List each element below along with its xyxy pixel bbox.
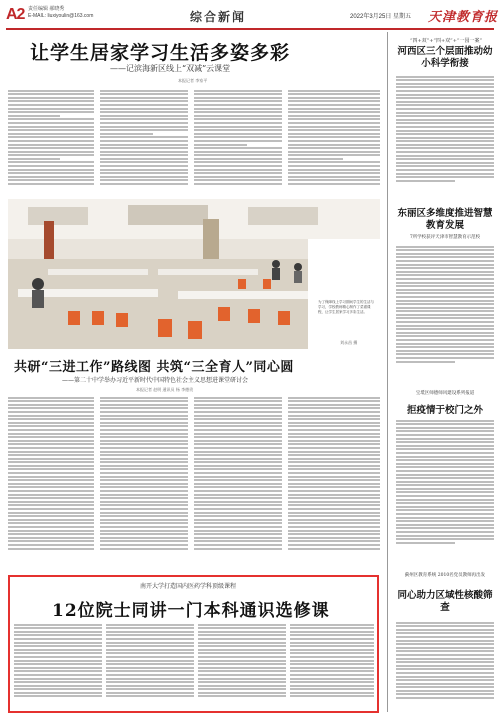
editor-email: E-MAIL: liuxiyoulin@163.com: [28, 13, 94, 19]
right-article4-headline: 同心助力区域性核酸筛查: [397, 590, 493, 613]
cafeteria-photo-illustration: [8, 199, 380, 349]
featured-article-kicker: 南开大学打造国内医药学科顶级课程: [140, 583, 237, 590]
right-article3-headline: 拒疫情于校门之外: [406, 405, 483, 416]
lead-body-col3: [194, 88, 282, 196]
issue-date: 2022年3月25日 星期五: [350, 14, 412, 20]
right-article2-headline: 东丽区多维度推进智慧教育发展: [397, 208, 493, 231]
lead-headline: 让学生居家学习生活多姿多彩: [30, 42, 291, 64]
lead-subtitle: ——记滨海新区线上“双减”云课堂: [110, 64, 231, 73]
masthead-logo: 天津教育报: [428, 10, 499, 25]
right-article3-body: [396, 418, 494, 566]
page-header: [0, 0, 500, 30]
second-subtitle: ——第二十中学举办习近平新时代中国特色社会主义思想进课堂研讨会: [62, 377, 249, 384]
lead-body-col2: [100, 88, 188, 196]
cafeteria-photo: [8, 199, 380, 349]
featured-body-col4: [290, 622, 374, 708]
second-body-col2: [100, 395, 188, 570]
second-body-col3: [194, 395, 282, 570]
editor-info: [28, 6, 93, 20]
featured-body-col1: [14, 622, 102, 708]
photo-credit: 刘永昌 摄: [340, 340, 358, 345]
second-byline: 本报记者 赵明 通讯员 杨 李德贵: [136, 387, 194, 392]
right-article1-kicker: “四+双”+“四+双”+“一园一案”: [409, 38, 483, 44]
second-body-col1: [8, 395, 94, 570]
second-body-col4: [288, 395, 380, 570]
header-rule: [6, 28, 494, 30]
lead-body-col4: [288, 88, 380, 196]
lead-byline: 本报记者 李家平: [178, 78, 208, 83]
right-article3-kicker: 宝坻区师德师风建设系列报道: [415, 391, 475, 396]
right-article2-body: [396, 244, 494, 384]
second-headline: 共研“三进工作”路线图 共筑“三全育人”同心圆: [14, 360, 294, 375]
right-article4-body: [396, 620, 494, 712]
editor-name: 责任编辑 郝晓秀: [28, 6, 65, 12]
section-title: 综合新闻: [190, 10, 247, 24]
featured-body-col2: [106, 622, 194, 708]
right-article1-headline: 河西区三个层面推动幼小科学衔接: [397, 46, 493, 69]
right-article1-body: [396, 74, 494, 202]
featured-article-headline: 12位院士同讲一门本科通识选修课: [52, 601, 330, 621]
featured-body-col3: [198, 622, 286, 708]
page-number: A2: [6, 6, 25, 23]
lead-body-col1: [8, 88, 94, 196]
right-article2-subtitle: 7所学校获评天津市智慧教育示范校: [409, 235, 481, 240]
right-article4-kicker: 蓟州区教育系统 2010名党员教师再出发: [404, 573, 486, 578]
column-divider: [387, 32, 388, 712]
photo-caption: 为了保障线上学习期间学生的生活与学习，学校教师精心制作了菜谱课程，让学生居家学习多彩生活。: [318, 300, 374, 314]
